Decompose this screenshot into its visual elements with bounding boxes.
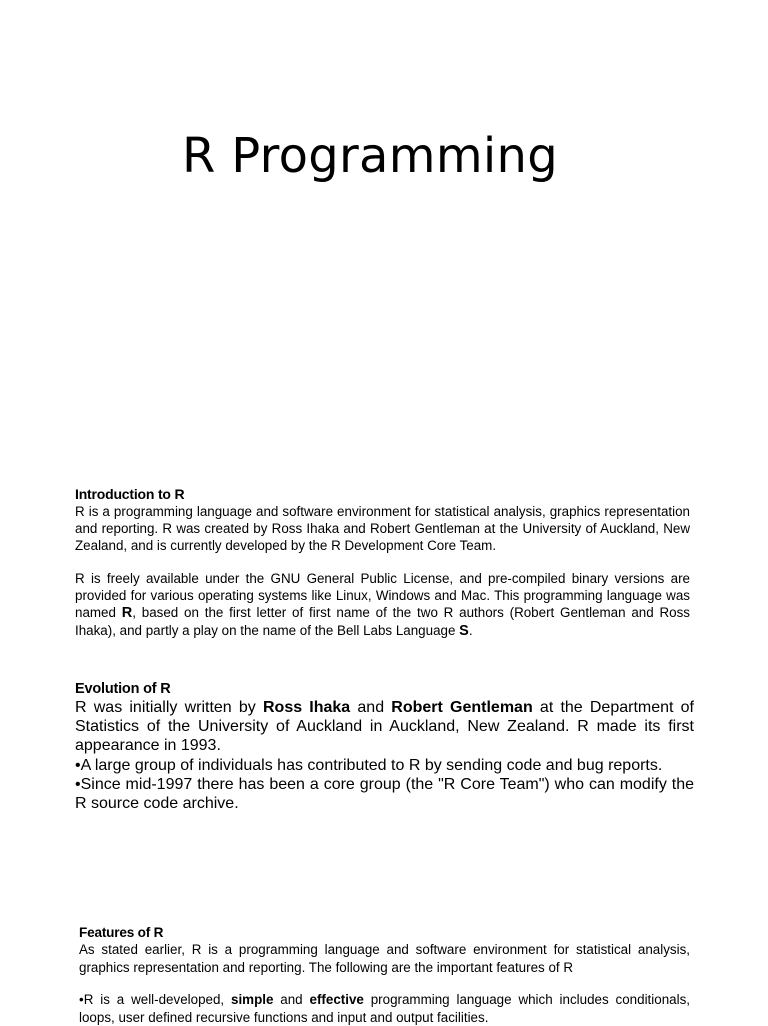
features-b1-text-c: and [273,992,310,1007]
features-b1-bold-simple: simple [231,992,274,1007]
features-paragraph-1: As stated earlier, R is a programming language and software environment for statistical analysis, graphics representation and reporting. The following are the important features of R [79,942,690,975]
evolution-p1-bold-gentleman: Robert Gentleman [391,699,533,716]
features-section [79,924,690,1026]
intro-p2-bold-r: R [121,605,133,622]
intro-paragraph-2 [75,570,690,641]
intro-p2-bold-s: S [459,623,469,640]
evolution-bullet-1: •A large group of individuals has contributed to R by sending code and bug reports. [75,756,663,774]
intro-heading: Introduction to R [75,486,185,502]
features-b1-bold-effective: effective [309,992,364,1007]
features-bullet-1 [79,991,690,1026]
evolution-bullet-2: •Since mid-1997 there has been a core group (the "R Core Team") who can modify the R source code archive. [75,775,694,813]
evolution-section [75,681,694,813]
features-heading: Features of R [79,925,164,940]
features-b1-text-e: programming language which includes conditionals, loops, user defined recursive functions and input and output facilities. [79,992,690,1025]
evolution-p1-text-e: at the Department of Statistics of the University of Auckland in Auckland, New Zealand. R made its first appearance in 1993. [75,699,695,755]
intro-p2-text-a: R is freely available under the GNU General Public License, and pre-compiled binary versions are provided for various operating systems like Linux, Windows and Mac. This programming language was named [75,570,690,621]
intro-p2-text-c: , based on the first letter of first name of the two R authors (Robert Gentleman and Ross Ihaka), and partly a play on the name of the Bell Labs Language [75,605,690,639]
intro-paragraph-1: R is a programming language and software environment for statistical analysis, graphics representation and reporting. R was created by Ross Ihaka and Robert Gentleman at the University of Auckland, New Zealand, and is currently developed by the R Development Core Team. [75,504,690,554]
evolution-paragraph-1 [75,698,694,756]
page-title: R Programming [181,128,559,184]
features-b1-text-a: •R is a well-developed, [79,992,231,1007]
evolution-p1-text-a: R was initially written by [75,699,263,716]
intro-section [75,486,690,640]
intro-p2-text-e: . [468,623,473,639]
evolution-p1-text-c: and [350,699,392,716]
evolution-p1-bold-ihaka: Ross Ihaka [262,699,351,716]
evolution-heading: Evolution of R [75,681,171,697]
